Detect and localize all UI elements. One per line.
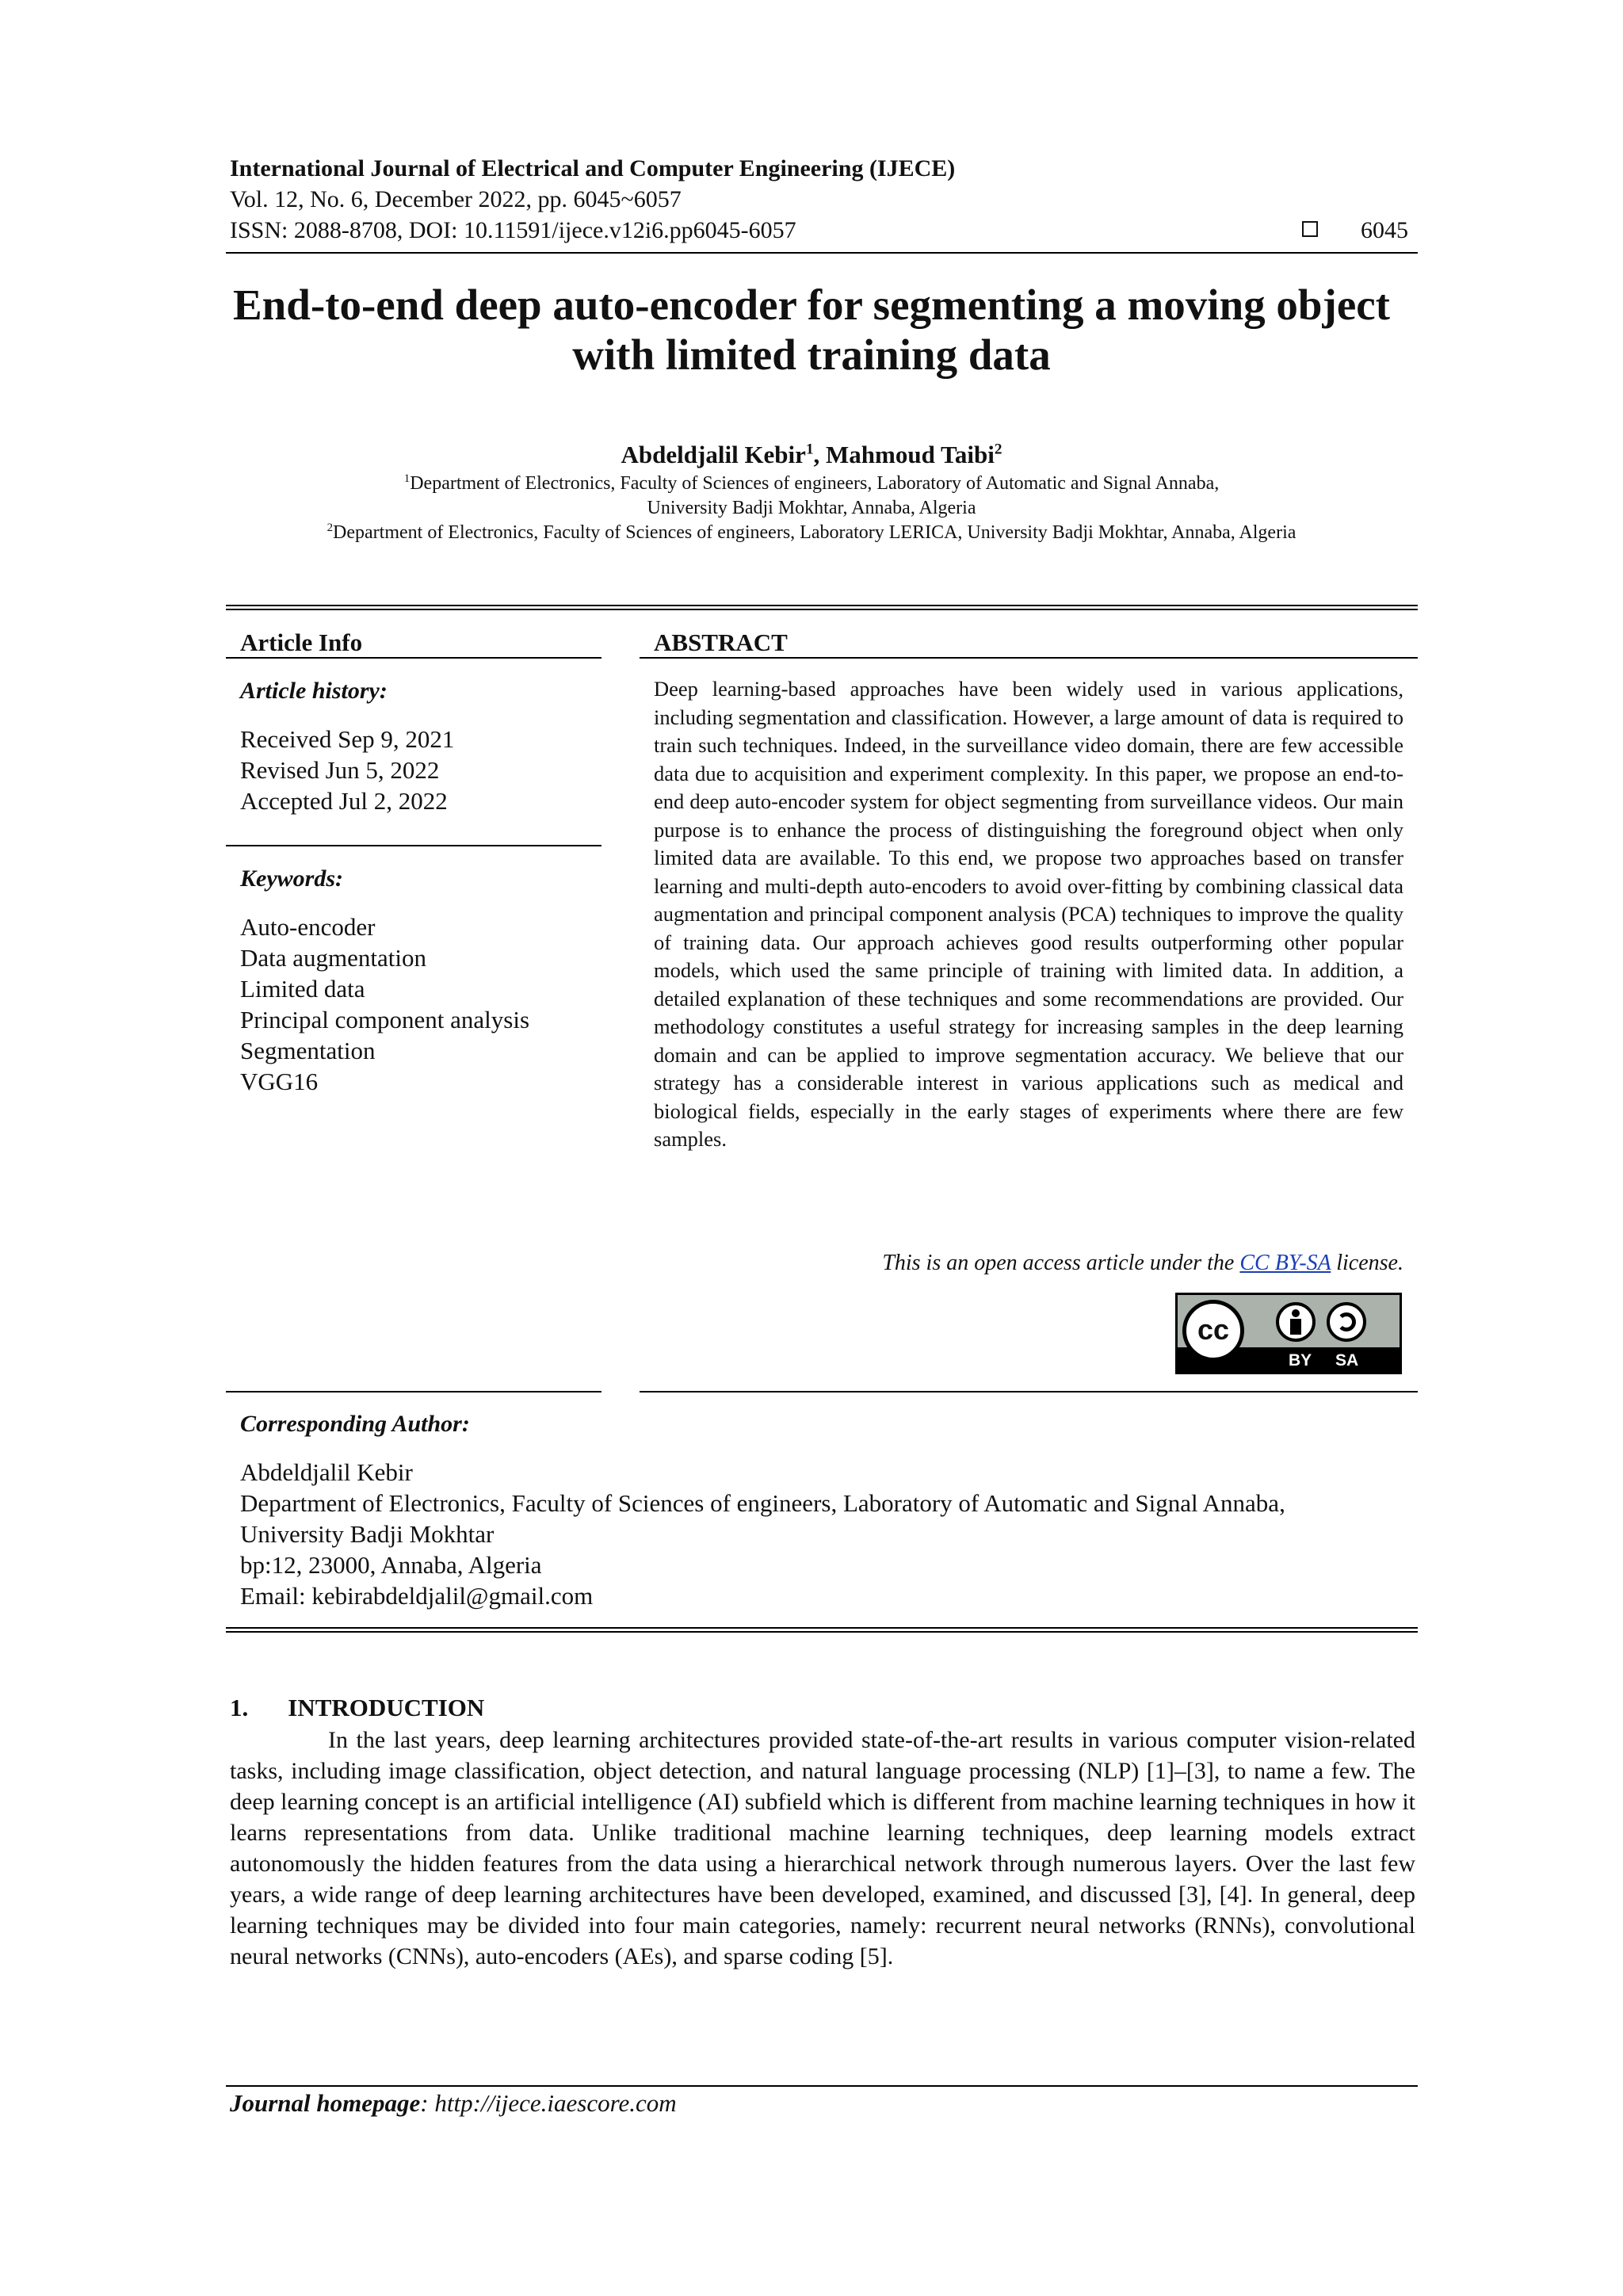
abstract-text: Deep learning-based approaches have been widely used in various applications, including segmentation and classification. However, a large amount of data is required to train such techniques. Indeed, in the surveillance video domain, there are few accessible data due to acquisition and experiment complexity. In this paper, we propose an end-to-end deep auto-encoder system for object segmenting from surveillance videos. Our main purpose is to enhance the process of distinguishing the foreground object when only limited data are available. To this end, we propose two approaches based on transfer learning and multi-depth auto-encoders to avoid over-fitting by combining classical data augmentation and principal component analysis (PCA) techniques to improve the quality of training data. Our approach achieves good results outperforming other popular models, which used the same principle of training with limited data. In addition, a detailed explanation of these techniques and some recommendations are provided. Our methodology constitutes a useful strategy for increasing samples in the deep learning domain and can be applied to improve segmentation accuracy. We believe that our strategy has a considerable interest in various applications such as medical and biological fields, especially in the early stages of experiments where there are few samples. (654, 677, 1403, 1151)
keyword-item: VGG16 (240, 1068, 319, 1095)
corresponding-details (240, 1457, 1285, 1611)
left-column-bottom-rule (226, 1391, 601, 1392)
keyword-item: Principal component analysis (240, 1006, 530, 1033)
keywords-heading: Keywords: (240, 865, 343, 892)
cc-icon: cc (1182, 1300, 1244, 1362)
homepage-label: Journal homepage (230, 2089, 421, 2117)
keyword-item: Segmentation (240, 1037, 376, 1064)
footer-rule (226, 2085, 1418, 2087)
article-history-heading: Article history: (240, 678, 388, 704)
affiliation-2 (0, 521, 1623, 544)
badge-by-label: BY (1289, 1351, 1312, 1370)
abstract-rule (640, 657, 1418, 659)
corresponding-heading: Corresponding Author: (240, 1411, 470, 1437)
badge-sa-label: SA (1335, 1351, 1359, 1370)
keyword-item: Data augmentation (240, 944, 426, 972)
affiliation-2-text: Department of Electronics, Faculty of Sciences of engineers, Laboratory LERICA, University Badji Mokhtar, Annaba, Algeria (333, 522, 1296, 543)
section-number: 1. (230, 1694, 249, 1721)
corresponding-university: University Badji Mokhtar (240, 1520, 495, 1548)
history-received: Received Sep 9, 2021 (240, 725, 455, 753)
article-history-list (240, 724, 454, 816)
affiliation-1 (0, 472, 1623, 495)
info-top-rule-1 (226, 605, 1418, 606)
paper-title-line2: with limited training data (572, 330, 1051, 379)
volume-info: Vol. 12, No. 6, December 2022, pp. 6045~6057 (230, 186, 682, 212)
corresponding-bottom-rule-2 (226, 1631, 1418, 1633)
corresponding-affiliation: Department of Electronics, Faculty of Sciences of engineers, Laboratory of Automatic and Signal Annaba, (240, 1489, 1285, 1517)
article-info-heading: Article Info (240, 628, 363, 656)
page-number: 6045 (1361, 217, 1408, 243)
corresponding-name: Abdeldjalil Kebir (240, 1458, 413, 1486)
author-2: Mahmoud Taibi (826, 441, 995, 468)
affiliation-1-line1: Department of Electronics, Faculty of Sciences of engineers, Laboratory of Automatic and Signal Annaba, (410, 473, 1220, 494)
journal-name: International Journal of Electrical and Computer Engineering (IJECE) (230, 155, 956, 181)
introduction-paragraph: In the last years, deep learning architectures provided state-of-the-art results in various computer vision-related tasks, including image classification, object detection, and natural language processing (NLP) [1]–[3], to name a few. The deep learning concept is an artificial intelligence (AI) subfield which is different from machine learning techniques in how it learns representations from data. Unlike traditional machine learning techniques, deep learning models extract autonomously the hidden features from the data using a hierarchical network through numerous layers. Over the last few years, a wide range of deep learning architectures have been developed, examined, and discussed [3], [4]. In general, deep learning techniques may be divided into four main categories, namely: recurrent neural networks (RNNs), convolutional neural networks (CNNs), auto-encoders (AEs), and sparse coding [5]. (230, 1727, 1415, 1969)
history-rule (226, 845, 601, 846)
corresponding-address: bp:12, 23000, Annaba, Algeria (240, 1551, 542, 1579)
author-1-affil: 1 (805, 441, 814, 458)
history-revised: Revised Jun 5, 2022 (240, 756, 440, 784)
right-column-bottom-rule (640, 1391, 1418, 1392)
paper-title-line1: End-to-end deep auto-encoder for segmenting a moving object (233, 281, 1390, 329)
attribution-person-icon (1276, 1302, 1316, 1342)
homepage-link[interactable]: http://ijece.iaescore.com (434, 2089, 677, 2117)
cc-by-sa-link[interactable]: CC BY-SA (1239, 1251, 1331, 1275)
author-1: Abdeldjalil Kebir (621, 441, 806, 468)
affiliation-1-marker: 1 (403, 472, 411, 485)
cc-by-sa-badge (1175, 1293, 1402, 1374)
header-rule (226, 252, 1418, 254)
article-info-rule (226, 657, 601, 659)
keywords-list (240, 911, 529, 1097)
corresponding-email: Email: kebirabdeldjalil@gmail.com (240, 1582, 594, 1610)
issn-doi: ISSN: 2088-8708, DOI: 10.11591/ijece.v12i6.pp6045-6057 (230, 217, 796, 243)
introduction-heading (230, 1694, 484, 1722)
share-alike-icon (1327, 1302, 1366, 1342)
affiliation-1-line2: University Badji Mokhtar, Annaba, Algeria (647, 498, 976, 518)
keyword-item: Limited data (240, 975, 365, 1003)
license-statement (654, 1251, 1403, 1276)
homepage-separator: : (420, 2089, 435, 2117)
abstract-heading: ABSTRACT (654, 628, 788, 656)
affiliation-2-marker: 2 (327, 521, 334, 534)
author-list (0, 441, 1623, 469)
corresponding-bottom-rule-1 (226, 1627, 1418, 1629)
info-top-rule-2 (226, 609, 1418, 610)
license-suffix: license. (1331, 1251, 1403, 1275)
author-separator: , (813, 441, 827, 468)
section-title: INTRODUCTION (288, 1694, 485, 1721)
checkbox-square-icon (1302, 221, 1318, 237)
history-accepted: Accepted Jul 2, 2022 (240, 787, 448, 815)
author-2-affil: 2 (994, 441, 1002, 458)
license-prefix: This is an open access article under the (882, 1251, 1240, 1275)
journal-homepage (230, 2089, 677, 2118)
keyword-item: Auto-encoder (240, 913, 376, 941)
